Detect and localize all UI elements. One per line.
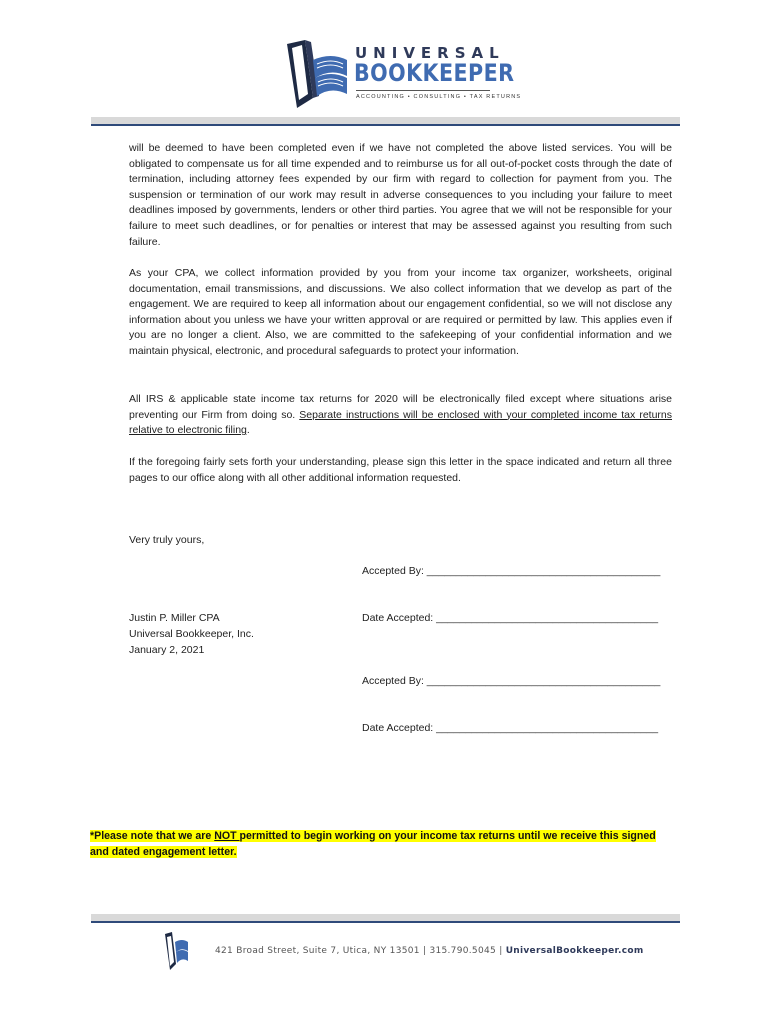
letter-paragraph-3 [129, 392, 672, 439]
footer-divider-bar [91, 914, 680, 923]
notice-part-2: permitted to begin working on your income tax returns until we receive this signed and dated engagement letter. [90, 830, 656, 858]
notice-emphasis: NOT [214, 830, 240, 842]
closing-salutation: Very truly yours, [129, 534, 205, 546]
notice-part-1: *Please note that we are [90, 830, 215, 842]
brand-name-line1: UNIVERSAL [355, 44, 505, 62]
date-accepted-line-1: Date Accepted: ______________________________________ [362, 612, 659, 624]
footer-contact [215, 946, 644, 956]
paragraph-3-text: All IRS & applicable state income tax returns for 2020 will be electronically filed except where situations arise preventing our Firm from doing so. [129, 393, 672, 421]
paragraph-3-underlined-a: Separate instructions will be enclosed with your completed income tax returns [299, 408, 672, 421]
signer-company: Universal Bookkeeper, Inc. [129, 628, 254, 640]
brand-tagline: ACCOUNTING • CONSULTING • TAX RETURNS [356, 94, 522, 100]
brand-name-line2: BOOKKEEPER [354, 59, 515, 87]
paragraph-3-underlined-b: relative to electronic filing [129, 424, 247, 437]
logo-divider [356, 90, 490, 91]
accepted-by-line-2: Accepted By: ________________________________________ [362, 675, 661, 687]
signer-name: Justin P. Miller CPA [129, 612, 220, 624]
footer-website-link[interactable]: UniversalBookkeeper.com [505, 946, 644, 956]
letter-paragraph-1: will be deemed to have been completed even if we have not completed the above listed services. You will be obligated to compensate us for all time expended and to reimburse us for all out-of-pocket costs through the date of termination, including attorney fees expended by our firm with regard to collection for payment from you. The suspension or termination of our work may result in adverse consequences to you including your failure to meet deadlines imposed by governments, lenders or other third parties. You agree that we will not be responsible for your failure to meet such deadlines, or for penalties or interest that may be assessed against you resulting from such failure. [129, 142, 672, 248]
letter-paragraph-2: As your CPA, we collect information provided by you from your income tax organizer, worksheets, original documentation, email transmissions, and discussions. We also collect information that we develop as part of the engagement. We are required to keep all information about our engagement confidential, so we will not disclose any information about you unless we have your written approval or are required or permitted by law. This applies even if you are no longer a client. Also, we are committed to the safekeeping of your confidential information and we maintain physical, electronic, and procedural safeguards to protect your information. [129, 267, 672, 357]
footer-book-logo-icon [163, 930, 189, 972]
paragraph-3-end: . [246, 424, 250, 437]
accepted-by-line-1: Accepted By: ________________________________________ [362, 565, 661, 577]
letter-paragraph-4: If the foregoing fairly sets forth your understanding, please sign this letter in the space indicated and return all three pages to our office along with all other additional information requested. [129, 456, 672, 484]
signer-date: January 2, 2021 [129, 644, 205, 656]
company-logo [283, 38, 522, 110]
book-logo-icon [283, 38, 349, 110]
header-divider-bar [91, 117, 680, 126]
date-accepted-line-2: Date Accepted: ______________________________________ [362, 722, 659, 734]
engagement-notice [90, 828, 660, 860]
footer-address: 421 Broad Street, Suite 7, Utica, NY 13501 | 315.790.5045 | [215, 946, 506, 956]
